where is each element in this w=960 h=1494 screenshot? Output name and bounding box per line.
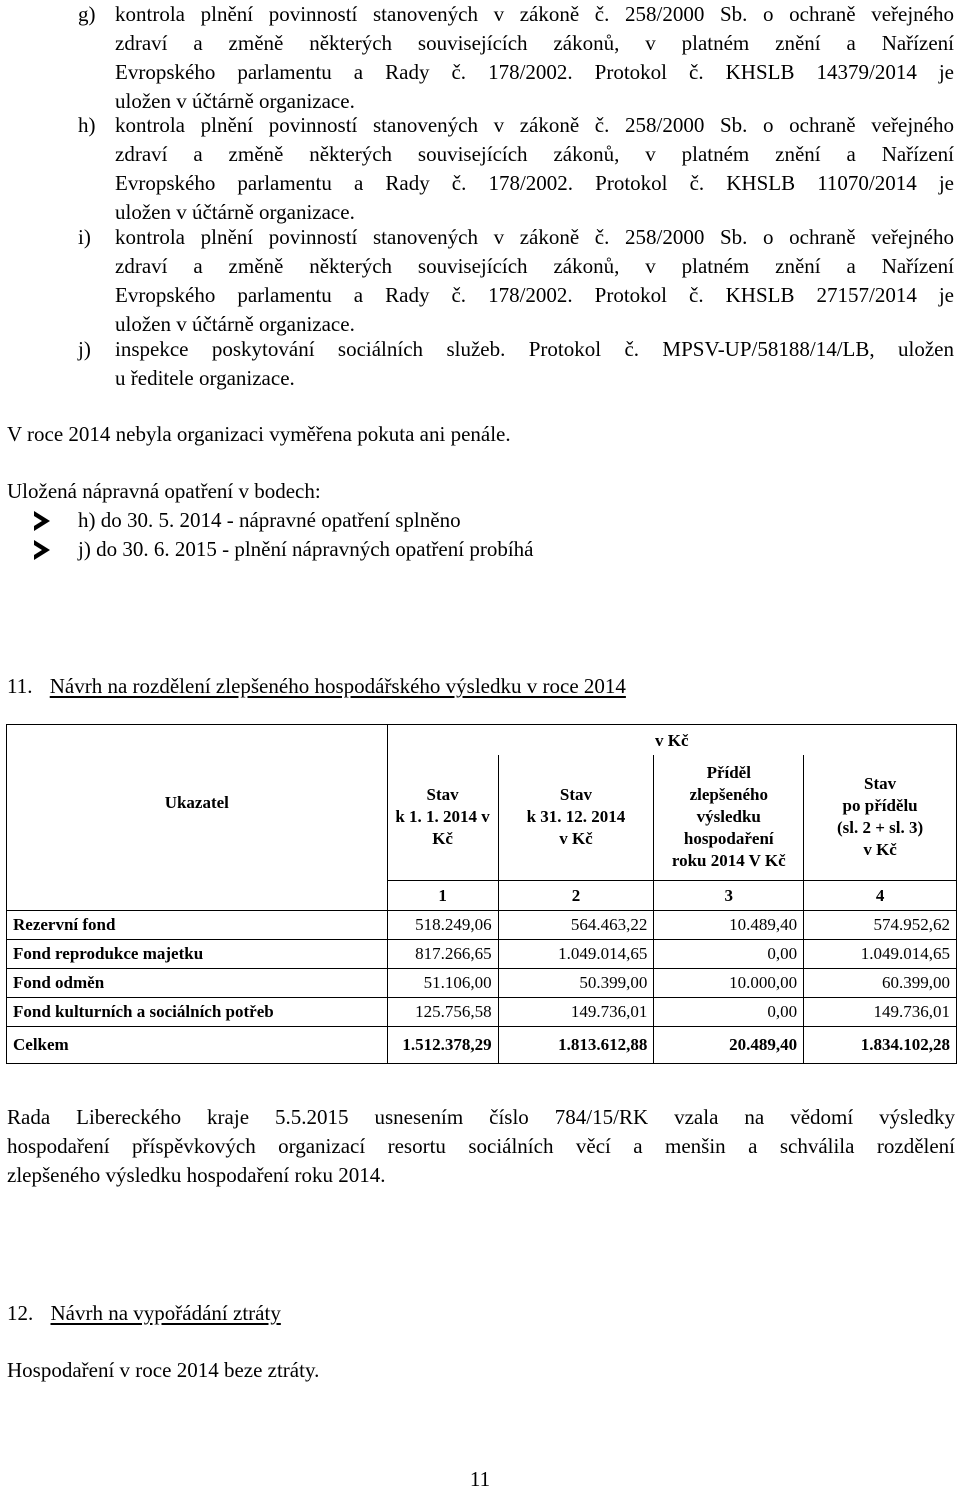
list-item	[0, 335, 960, 393]
list-item-text: inspekce poskytování sociálních služeb. Protokol č. MPSV-UP/58188/14/LB, uložen	[115, 337, 954, 361]
table-row: Fond kulturních a sociálních potřeb 125.756,58 149.736,01 0,00 149.736,01	[7, 998, 957, 1027]
header-col4: Stav po přídělu (sl. 2 + sl. 3) v Kč	[804, 755, 957, 881]
list-item-text: Evropského parlamentu a Rady č. 178/2002. Protokol č. KHSLB 27157/2014 je	[115, 283, 954, 307]
list-marker: g)	[78, 2, 96, 26]
list-item-text: zdraví a změně některých souvisejících zákonů, v platném znění a Nařízení	[115, 31, 954, 55]
list-marker: j)	[78, 337, 91, 361]
list-item-text: uložen v účtárně organizace.	[115, 312, 355, 336]
no-fine-statement: V roce 2014 nebyla organizaci vyměřena pokuta ani penále.	[7, 422, 511, 446]
remedial-item	[34, 535, 533, 564]
section-title: Návrh na vypořádání ztráty	[50, 1301, 281, 1325]
header-indicator: Ukazatel	[7, 725, 388, 881]
section-number: 12.	[7, 1301, 34, 1325]
list-item-text: zdraví a změně některých souvisejících zákonů, v platném znění a Nařízení	[115, 142, 954, 166]
column-number: 3	[654, 881, 804, 911]
table-row: Fond reprodukce majetku 817.266,65 1.049.014,65 0,00 1.049.014,65	[7, 940, 957, 969]
section-title: Návrh na rozdělení zlepšeného hospodářského výsledku v roce 2014	[49, 674, 626, 698]
remedial-list	[34, 506, 533, 564]
section-number: 11.	[7, 674, 33, 698]
header-col3: Příděl zlepšeného výsledku hospodaření roku 2014 V Kč	[654, 755, 804, 881]
remedial-item-text: h) do 30. 5. 2014 - nápravné opatření splněno	[78, 508, 461, 532]
list-item-text: kontrola plnění povinností stanovených v zákoně č. 258/2000 Sb. o ochraně veřejného	[115, 225, 954, 249]
list-item-text: kontrola plnění povinností stanovených v zákoně č. 258/2000 Sb. o ochraně veřejného	[115, 113, 954, 137]
table-row: Rezervní fond 518.249,06 564.463,22 10.489,40 574.952,62	[7, 911, 957, 940]
list-item-text: zdraví a změně některých souvisejících zákonů, v platném znění a Nařízení	[115, 254, 954, 278]
list-marker: i)	[78, 225, 91, 249]
column-number: 1	[387, 881, 498, 911]
result-distribution-table	[6, 724, 957, 1064]
list-item-text: Evropského parlamentu a Rady č. 178/2002. Protokol č. KHSLB 14379/2014 je	[115, 60, 954, 84]
column-number-empty	[7, 881, 388, 911]
header-col1: Stav k 1. 1. 2014 v Kč	[387, 755, 498, 881]
loss-statement: Hospodaření v roce 2014 beze ztráty.	[7, 1358, 320, 1382]
table-row: Fond odměn 51.106,00 50.399,00 10.000,00 60.399,00	[7, 969, 957, 998]
list-item-text: uložen v účtárně organizace.	[115, 89, 355, 113]
section-heading	[7, 1299, 281, 1328]
table-total-row: Celkem 1.512.378,29 1.813.612,88 20.489,40 1.834.102,28	[7, 1027, 957, 1064]
column-number: 2	[498, 881, 654, 911]
remedial-item	[34, 506, 533, 535]
remedial-item-text: j) do 30. 6. 2015 - plnění nápravných opatření probíhá	[78, 537, 534, 561]
list-item	[0, 111, 960, 227]
list-item-text: kontrola plnění povinností stanovených v zákoně č. 258/2000 Sb. o ochraně veřejného	[115, 2, 954, 26]
list-marker: h)	[78, 113, 96, 137]
list-item-text: uložen v účtárně organizace.	[115, 200, 355, 224]
list-item	[0, 0, 960, 116]
page-number: 11	[469, 1467, 491, 1491]
header-col2: Stav k 31. 12. 2014 v Kč	[498, 755, 654, 881]
resolution-paragraph: Rada Libereckého kraje 5.5.2015 usnesením číslo 784/15/RK vzala na vědomí výsledky hospodaření příspěvkových organizací resortu sociálních věcí a menšin a schválila rozdělení zlepšeného výsledku hospodaření roku 2014.	[7, 1105, 955, 1187]
list-item	[0, 223, 960, 339]
list-item-text: u ředitele organizace.	[115, 366, 295, 390]
arrow-bullet-icon	[34, 511, 50, 531]
column-number: 4	[804, 881, 957, 911]
header-unit: v Kč	[387, 725, 956, 755]
remedial-title: Uložená nápravná opatření v bodech:	[7, 479, 321, 503]
arrow-bullet-icon	[34, 540, 50, 560]
section-heading	[7, 672, 626, 701]
list-item-text: Evropského parlamentu a Rady č. 178/2002. Protokol č. KHSLB 11070/2014 je	[115, 171, 954, 195]
